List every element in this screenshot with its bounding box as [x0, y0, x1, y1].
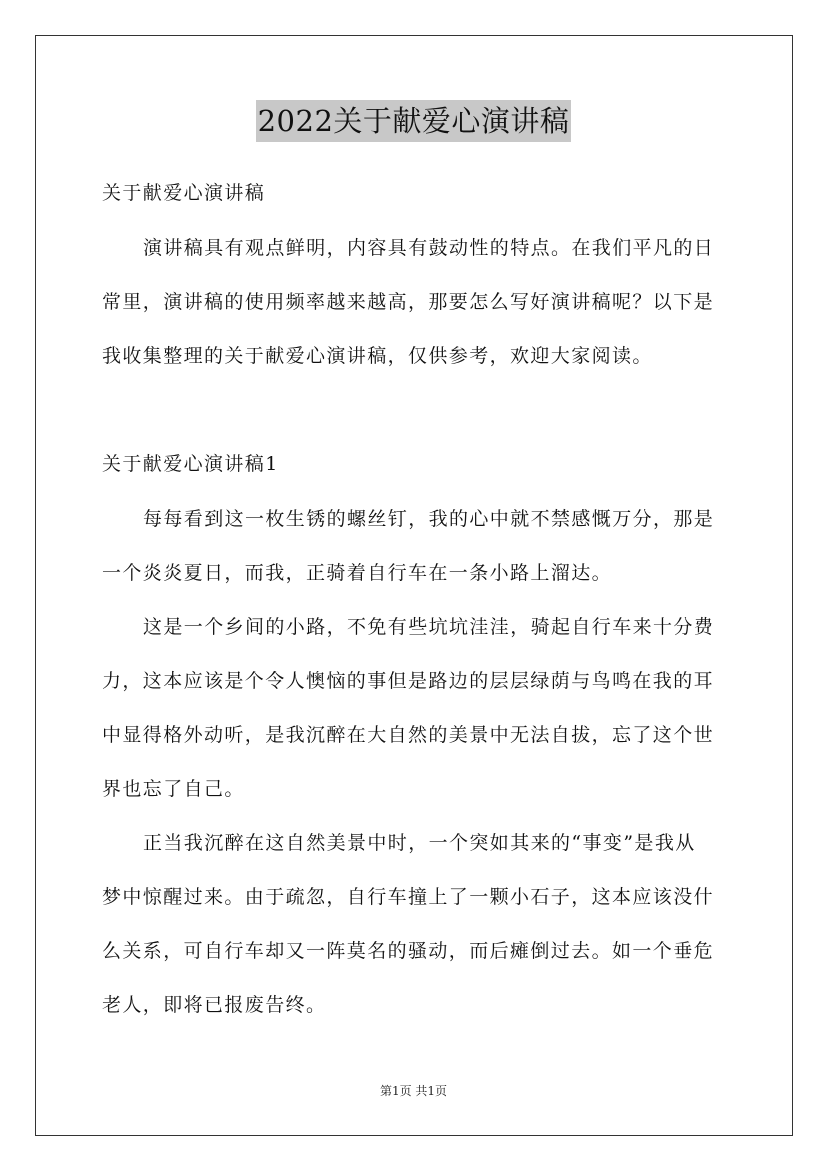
paragraph1-line-2: 一个炎炎夏日，而我，正骑着自行车在一条小路上溜达。 [102, 562, 613, 584]
section-heading: 关于献爱心演讲稿1 [102, 453, 279, 475]
paragraph3-line-1: 正当我沉醉在这自然美景中时，一个突如其来的“事变”是我从 [143, 832, 696, 854]
page-number-label: 第1页 共1页 [379, 1084, 448, 1098]
intro-line-2: 常里，演讲稿的使用频率越来越高，那要怎么写好演讲稿呢？以下是 [102, 291, 715, 313]
paragraph2-line-1: 这是一个乡间的小路，不免有些坑坑洼洼，骑起自行车来十分费 [143, 616, 715, 638]
paragraph2-line-4: 界也忘了自己。 [102, 778, 245, 800]
paragraph3-line-2: 梦中惊醒过来。由于疏忽，自行车撞上了一颗小石子，这本应该没什 [102, 886, 715, 908]
paragraph2-line-3: 中显得格外动听，是我沉醉在大自然的美景中无法自拔，忘了这个世 [102, 724, 715, 746]
document-subtitle: 关于献爱心演讲稿 [102, 182, 266, 204]
intro-line-3: 我收集整理的关于献爱心演讲稿，仅供参考，欢迎大家阅读。 [102, 345, 653, 367]
paragraph2-line-2: 力，这本应该是个令人懊恼的事但是路边的层层绿荫与鸟鸣在我的耳 [102, 670, 715, 692]
document-title: 2022关于献爱心演讲稿 [256, 100, 572, 142]
paragraph3-line-3: 么关系，可自行车却又一阵莫名的骚动，而后瘫倒过去。如一个垂危 [102, 940, 715, 962]
paragraph1-line-1: 每每看到这一枚生锈的螺丝钉，我的心中就不禁感慨万分，那是 [143, 508, 715, 530]
paragraph3-line-4: 老人，即将已报废告终。 [102, 994, 327, 1016]
intro-line-1: 演讲稿具有观点鲜明，内容具有鼓动性的特点。在我们平凡的日 [143, 237, 715, 259]
page-footer [0, 1083, 827, 1099]
title-container [0, 100, 827, 142]
